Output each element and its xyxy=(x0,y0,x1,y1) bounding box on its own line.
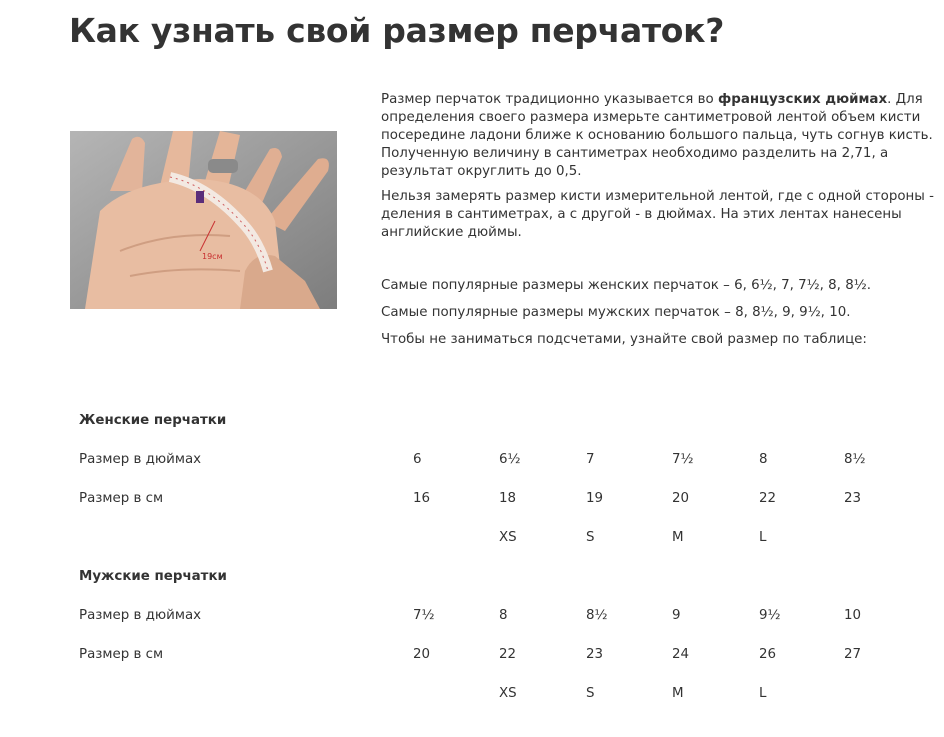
men-cm-cell: 20 xyxy=(413,647,431,662)
women-cm-label: Размер в см xyxy=(79,491,164,506)
french-inches-highlight: французских дюймах xyxy=(717,92,888,107)
women-cm-cell: 16 xyxy=(413,491,431,506)
hand-measurement-illustration xyxy=(70,131,337,309)
hand-measurement-photo xyxy=(70,131,337,309)
women-inch-cell: 7½ xyxy=(672,452,694,467)
women-letter-cell: M xyxy=(672,530,684,545)
intro-p1-start: Размер перчаток традиционно указывается во xyxy=(381,92,718,107)
women-letter-row xyxy=(79,518,939,557)
men-cm-row xyxy=(79,635,939,674)
women-cm-cell: 18 xyxy=(499,491,517,506)
page-title: Как узнать свой размер перчаток? xyxy=(69,11,725,50)
men-letter-cell: XS xyxy=(499,686,517,701)
women-inch-cell: 6½ xyxy=(499,452,521,467)
women-inches-row xyxy=(79,440,939,479)
women-cm-row xyxy=(79,479,939,518)
men-inch-cell: 8 xyxy=(499,608,508,623)
men-heading: Мужские перчатки xyxy=(79,569,227,584)
table-hint: Чтобы не заниматься подсчетами, узнайте свой размер по таблице: xyxy=(381,332,867,347)
intro-paragraph-1 xyxy=(381,91,941,181)
women-letter-cell: S xyxy=(586,530,595,545)
men-letter-cell: S xyxy=(586,686,595,701)
intro-text xyxy=(381,91,941,358)
women-cm-cell: 19 xyxy=(586,491,604,506)
men-heading-row xyxy=(79,557,939,596)
women-letter-cell: XS xyxy=(499,530,517,545)
women-heading: Женские перчатки xyxy=(79,413,227,428)
men-inch-cell: 9½ xyxy=(759,608,781,623)
women-cm-cell: 20 xyxy=(672,491,690,506)
men-letter-cell: L xyxy=(759,686,767,701)
men-cm-cell: 23 xyxy=(586,647,604,662)
intro-p1-end: . Для определения своего размера измерьте сантиметровой лентой объем кисти посередине ладони ближе к основанию большого пальца, чуть согнув кисть. Полученную величину в сантиметрах необходимо разделить на 2,71, а результат округлить до 0,5. xyxy=(381,92,933,179)
size-tables xyxy=(79,401,939,713)
women-inch-cell: 8½ xyxy=(844,452,866,467)
men-inch-cell: 7½ xyxy=(413,608,435,623)
men-popular-sizes: Самые популярные размеры мужских перчаток – 8, 8½, 9, 9½, 10. xyxy=(381,305,851,320)
women-inches-label: Размер в дюймах xyxy=(79,452,202,467)
men-cm-cell: 22 xyxy=(499,647,517,662)
women-cm-cell: 23 xyxy=(844,491,862,506)
women-inch-cell: 7 xyxy=(586,452,595,467)
intro-paragraph-2: Нельзя замерять размер кисти измерительной лентой, где с одной стороны - деления в сантиметрах, а с другой - в дюймах. На этих лентах нанесены английские дюймы. xyxy=(381,189,934,240)
women-inch-cell: 8 xyxy=(759,452,768,467)
women-popular-sizes: Самые популярные размеры женских перчаток – 6, 6½, 7, 7½, 8, 8½. xyxy=(381,278,871,293)
tape-measure-label: 19см xyxy=(202,252,223,261)
women-inch-cell: 6 xyxy=(413,452,422,467)
men-letter-cell: M xyxy=(672,686,684,701)
women-heading-row xyxy=(79,401,939,440)
men-cm-cell: 27 xyxy=(844,647,862,662)
women-letter-cell: L xyxy=(759,530,767,545)
men-inch-cell: 9 xyxy=(672,608,681,623)
women-cm-cell: 22 xyxy=(759,491,777,506)
men-cm-cell: 26 xyxy=(759,647,777,662)
men-cm-label: Размер в см xyxy=(79,647,164,662)
men-inches-row xyxy=(79,596,939,635)
men-cm-cell: 24 xyxy=(672,647,690,662)
men-inch-cell: 8½ xyxy=(586,608,608,623)
men-inch-cell: 10 xyxy=(844,608,862,623)
men-inches-label: Размер в дюймах xyxy=(79,608,202,623)
men-letter-row xyxy=(79,674,939,713)
